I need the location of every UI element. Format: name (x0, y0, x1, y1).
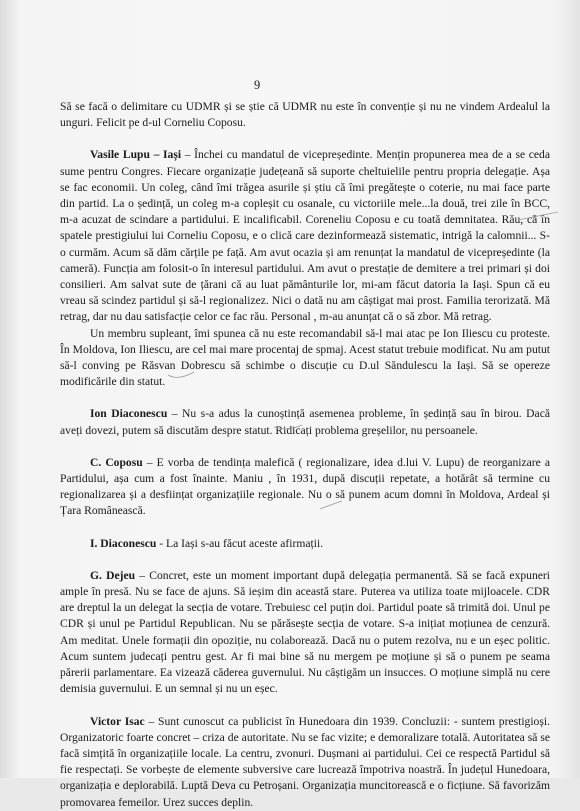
paragraph-text: – Nu s-a adus la cunoștință asemenea probleme, în ședință sau în birou. Dacă aveți dovezi, putem să discutăm despre statut. Ridicați problema greșelilor, nu persoanele. (60, 407, 550, 437)
paragraph-text: – Închei cu mandatul de vicepreședinte. Mențin propunerea mea de a se ceda sume pentru Congres. Fiecare organizație județeană să suporte cheltuielile pentru propria delegație. Așa se fac economii. Un coleg, când îmi trăgea asurile și știu că îmi pregătește o coterie, nu mai face parte din partid. La o ședință, un coleg m-a copleșit cu osanale, cu victoriile mele...la două, trei zile în BCC, m-a acuzat de scindare a partidului. E incalificabil. Coreneliu Coposu e cu toată demnitatea. Rău, că în spatele prestigiului lui Corneliu Coposu, e o clică care dezinformează sistematic, intrigă la calomnii... S-o curmăm. Acum să dăm cărțile pe față. Am avut ocazia și am renunțat la mandatul de vicepreședinte (la cameră). Funcția am folosit-o în interesul partidului. Am avut o prestație de demitere a trei primari și doi consilieri. Am salvat sute de țărani că au luat pământurile lor, mi-am făcut datoria la Iași. Spun că eu vreau să scindez partidul și să-l regionalizez. Nici o dată nu am câștigat mai prost. Familia terorizată. Mă retrag, dar nu dau satisfacție celor ce fac rău. Personal , m-au anunțat că o să zbor. Mă retrag. (60, 148, 550, 324)
paragraph-text: – Concret, este un moment important după delegația permanentă. Să se facă expuneri ample în presă. Nu se face de ajuns. Să ieșim din această stare. Puterea va utiliza toate mijloacele. CDR are dreptul la un delegat la secția de votare. Trebuiesc cel puțin doi. Partidul poate să trimită doi. Unul pe CDR și unul pe Partidul Republican. Nu se părăsește secția de votare. S-a inițiat moțiunea de cenzură. Am meditat. Unele formații din opoziție, nu colaborează. Dacă nu o putem rezolva, nu e un eșec politic. Acum suntem judecați pentru gest. Ar fi mai bine să nu mergem pe moțiune și să o punem pe seama părerii parlamentare. Ea vizează căderea guvernului. Nu câștigăm un insucces. O moțiune simplă nu cere demisia guvernului. E un semnal și nu un eșec. (60, 568, 550, 696)
paragraph-text: – Sunt cunoscut ca publicist în Hunedoara din 1939. Concluzii: - suntem prestigioși. Organizatoric foarte concret – criza de autoritate. Nu se fac vizite; e demoralizare totală. Autoritatea să se facă simțită în organizațiile locale. La centru, zvonuri. Dușmani ai partidului. Cei ce respectă Partidul să fie respectați. Se vorbește de elemente subversive care lucrează împotriva noastră. În județul Hunedoara, organizația e deplorabilă. Luptă Deva cu Petroșani. Organizația muncitorească e o ficțiune. Să favorizăm promovarea femeilor. Urez succes deplin. (60, 714, 550, 809)
paragraph-text: Un membru supleant, îmi spunea că nu este recomandabil să-l mai atac pe Ion Iliescu cu proteste. În Moldova, Ion Iliescu, are cel mai mare procentaj de spmaj. Acest statut trebuie modificat. Nu am putut să-l conving pe Răsvan Dobrescu să schimbe o discuție cu D.ul Săndulescu la Iași. Să se opereze modificările din statut. (60, 326, 550, 389)
speaker-name: Ion Diaconescu (90, 407, 168, 421)
paragraph-text: Să se facă o delimitare cu UDMR și se știe că UDMR nu este în convenție și nu ne vindem Ardealul la unguri. Felicit pe d-ul Corneliu Coposu. (60, 100, 550, 130)
speech-g-dejeu (60, 568, 550, 698)
page-number: 9 (254, 78, 261, 92)
speaker-name: Victor Isac (90, 714, 145, 728)
speaker-name: I. Diaconescu (90, 536, 157, 550)
speaker-name: Vasile Lupu – Iași (90, 148, 182, 162)
intro-paragraph (60, 99, 550, 131)
speech-c-coposu (60, 455, 550, 520)
speaker-name: G. Dejeu (90, 568, 136, 582)
speech-victor-isac (60, 714, 550, 811)
speaker-name: C. Coposu (90, 455, 143, 469)
speech-vasile-lupu (60, 147, 550, 325)
paragraph-text: - La Iași s-au făcut aceste afirmații. (156, 536, 324, 550)
speech-i-diaconescu (60, 536, 550, 552)
paragraph-text: – E vorba de tendința malefică ( regionalizare, idea d.lui V. Lupu) de reorganizare a Partidului, așa cum a fost înainte. Maniu , în 1931, după discuții repetate, a hotărât să termine cu regionalizarea și a desființat organizațiile regionale. Nu o să punem acum domni în Moldova, Ardeal și Țara Românească. (60, 455, 550, 518)
document-body (60, 99, 550, 811)
speech-ion-diaconescu (60, 406, 550, 438)
continuation-paragraph (60, 326, 550, 391)
